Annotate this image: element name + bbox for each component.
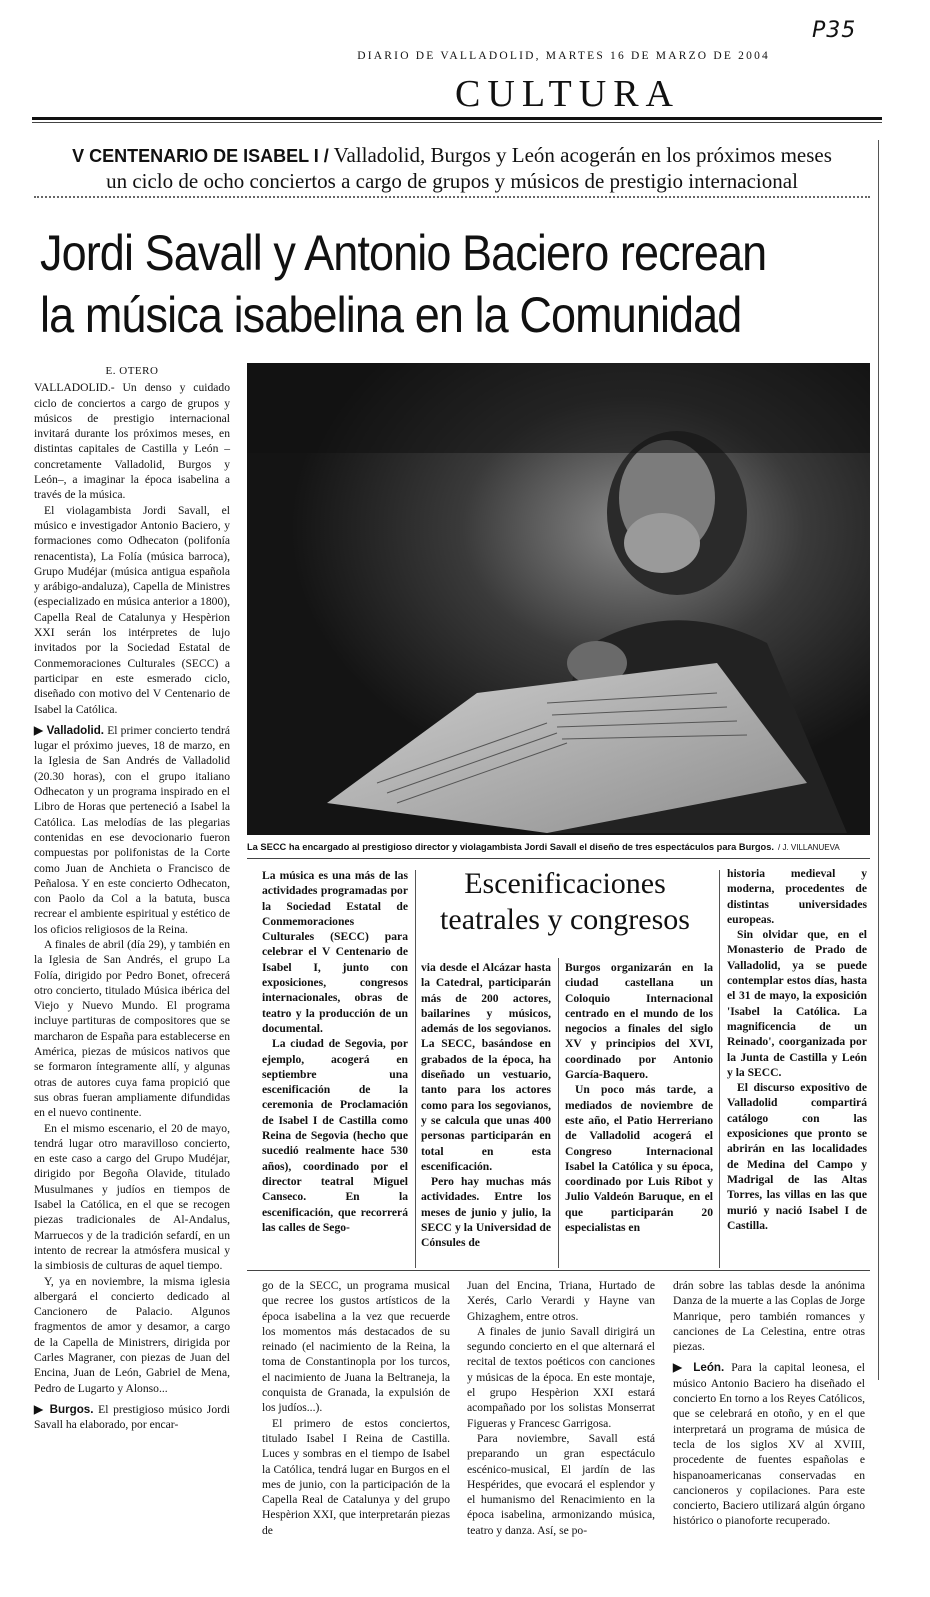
photo-savall-reading-score <box>247 363 870 835</box>
paragraph: A finales de junio Savall dirigirá un segundo concierto en el que alternará el recital de textos poéticos con canciones y músicas de la época. En este montaje, el grupo Hespèrion XXI estará acompañado por los solistas Monserrat Figueras y Francesc Garrigosa. <box>467 1324 655 1430</box>
kicker-line-1: Valladolid, Burgos y León acogerán en los próximos meses <box>333 143 832 167</box>
sidebar-subhead-line-1: Escenificaciones <box>464 867 666 900</box>
sidebar-bottom-rule <box>247 1270 870 1271</box>
paragraph: En el mismo escenario, el 20 de mayo, tendrá lugar otro maravilloso concierto, en este caso a cargo del Grupo Mudéjar, dirigido por Begoña Olavide, titulado Musulmanes y judíos en tiempos de Isabel la Católica, en el que se recogen piezas tradicionales de Al-Andalus, Marruecos y de la tradición sefardí, en un intento de recrear la atmósfera musical y la simbiosis de culturas de aquel tiempo. <box>34 1121 230 1273</box>
paragraph: Un poco más tarde, a mediados de noviembre de este año, el Patio Herreriano de Valladolid acogerá el Congreso Internacional Isabel la Católica y su época, coordinado por Luis Ribot y Julio Valdeón Baruque, en el que participarán 20 especialistas en <box>565 1083 713 1235</box>
paragraph: Juan del Encina, Triana, Hurtado de Xerés, Carlo Verardi y Hayne van Ghizaghem, entre otros. <box>467 1279 655 1323</box>
paragraph: La música es una más de las actividades programadas por la Sociedad Estatal de Conmemoraciones Culturales (SECC) para celebrar el V Centenario de Isabel I, junto con exposiciones, congresos internacionales, obras de teatro y la producción de un documental. <box>262 869 408 1035</box>
paragraph: El discurso expositivo de Valladolid compartirá catálogo con las exposiciones que pronto se abrirán en las localidades de Medina del Campo y Madrigal de las Altas Torres, las villas en las que murió y nació Isabel I de Castilla. <box>727 1081 867 1232</box>
sidebar-column-1 <box>262 868 408 1235</box>
section-rule <box>32 117 882 120</box>
sidebar-rule <box>558 958 559 1268</box>
paragraph: A finales de abril (día 29), y también en la Iglesia de San Andrés, el grupo La Folía, dirigido por Pedro Bonet, ofrecerá otro concierto, titulado Música ibérica del Viejo y Nuevo Mundo. El programa incluye partituras de compositores que se marcharon de España para establecerse en América, piezas de músicos nativos que se formaron íntegramente allí, y algunas otras de autores cuya fama propició que sus obras fueran ampliamente difundidas en el nuevo continente. <box>34 937 230 1120</box>
handwritten-page-mark: P35 <box>812 18 857 43</box>
photo-caption <box>247 842 840 852</box>
sidebar-column-4 <box>727 866 867 1233</box>
paragraph: drán sobre las tablas desde la anónima Danza de la muerte a las Coplas de Jorge Manrique, pero también romances y canciones de La Celestina, entre otras piezas. <box>673 1279 865 1354</box>
headline <box>40 222 766 346</box>
sidebar-rule <box>415 870 416 1268</box>
section-title: CULTURA <box>455 73 680 115</box>
city-marker-valladolid: ▶ Valladolid. <box>34 723 105 737</box>
paragraph: Para noviembre, Savall está preparando un gran espectáculo escénico-musical, El jardín de las Hespérides, que evocará el esplendor y el humanismo del Renacimiento en la época isabelina, armonizando música, teatro y danza. Así, se po- <box>467 1431 655 1537</box>
paragraph: Burgos organizarán en la ciudad castellana un Coloquio Internacional centrado en el mundo de los negocios a finales del siglo XV y principios del XVI, coordinado por Antonio García-Baquero. <box>565 961 713 1082</box>
sidebar-column-2 <box>421 960 551 1251</box>
headline-line-1: Jordi Savall y Antonio Baciero recrean <box>40 225 767 281</box>
kicker-line-2: un ciclo de ocho conciertos a cargo de grupos y músicos de prestigio internacional <box>106 169 798 193</box>
paragraph: El primer concierto tendrá lugar el próximo jueves, 18 de marzo, en la Iglesia de San Andrés de Valladolid (20.30 horas), con el grupo italiano Odhecaton y un programa inspirado en el Libro de Horas que perteneció a Isabel la Católica. Las melodías de las plegarias contenidas en ese devocionario fueron compuestas por polifonistas de la Corte como Juan de Anchieta o Francisco de Peñalosa. Y en este concierto Odhecaton, con Paolo da Col a la batuta, busca recrear el ambiente espiritual y estético de los oficios religiosos de la Reina. <box>34 723 230 936</box>
article-column-4 <box>673 1278 865 1529</box>
sidebar-subhead <box>415 866 715 938</box>
kicker-divider <box>34 196 870 198</box>
paragraph: La ciudad de Segovia, por ejemplo, acogerá en septiembre una escenificación de la ceremonia de Proclamación de Isabel I de Castilla como Reina de Segovia (hecho que sucedió realmente hace 530 años), coordinado por el director teatral Miguel Canseco. En la escenificación, que recorrerá las calles de Sego- <box>262 1037 408 1234</box>
article-column-3 <box>467 1278 655 1538</box>
kicker-tag: V CENTENARIO DE ISABEL I / <box>72 146 329 166</box>
kicker <box>34 143 870 194</box>
paragraph: historia medieval y moderna, procedentes de distintas universidades europeas. <box>727 867 867 926</box>
article-photo <box>247 363 870 835</box>
paragraph: via desde el Alcázar hasta la Catedral, participarán más de 200 actores, bailarines y músicos, además de los segovianos. La SECC, basándose en grabados de la época, ha diseñado un vestuario, tanto para los actores como para los segovianos, y se calcula que unas 400 personas participarán en total en esta escenificación. <box>421 961 551 1173</box>
paragraph: Para la capital leonesa, el músico Antonio Baciero ha diseñado el concierto En torno a los Reyes Católicos, que se celebrará en otoño, y en el que interpretará un programa de música de tecla de los siglos XV al XVIII, procedente de fuentes españolas e hispanoamericanas conservadas en cancioneros y copilaciones. Para este concierto, Baciero utilizará algún órgano histórico o pianoforte recuperado. <box>673 1361 865 1528</box>
sidebar-rule <box>719 870 720 1268</box>
sidebar-column-3 <box>565 960 713 1235</box>
paragraph: Y, ya en noviembre, la misma iglesia albergará el concierto dedicado al Cancionero de Palacio. Algunos fragmentos de amor y desamor, a cargo de la Capella de Ministrers, dirigida por Carles Magraner, con piezas de Juan del Encina, Juan de León, Gabriel de Mena, Pedro de Lugarto y Alonso... <box>34 1274 230 1395</box>
section-rule-thin <box>32 122 882 123</box>
photo-caption-text: La SECC ha encargado al prestigioso director y violagambista Jordi Savall el diseño de tres espectáculos para Burgos. <box>247 842 774 852</box>
photo-credit: / J. VILLANUEVA <box>778 843 840 852</box>
paragraph: El prestigioso músico Jordi Savall ha elaborado, por encar- <box>34 1402 230 1432</box>
city-marker-leon: ▶ León. <box>673 1361 725 1375</box>
caption-rule <box>247 858 870 859</box>
article-column-1 <box>34 364 230 1432</box>
paragraph: El violagambista Jordi Savall, el músico e investigador Antonio Baciero, y formaciones como Odhecaton (polifonía renacentista), La Folía (música barroca), Grupo Mudéjar (música antigua española y arábigo-andaluza), Capella de Ministres (especializado en música anterior a 1800), Capella Real de Catalunya y Hespèrion XXI serán los intérpretes de lujo invitados por la Sociedad Estatal de Conmemoraciones Culturales (SECC) a participar en este esmerado ciclo, diseñado con motivo del V Centenario de Isabel la Católica. <box>34 503 230 716</box>
paragraph: go de la SECC, un programa musical que recree los gustos artísticos de la época isabelina a la vez que recuerde los momentos más destacados de su reinado (el nacimiento de la Reina, la toma de Constantinopla por los turcos, el nacimiento de Juana la Beltraneja, la conquista de Granada, la expulsión de los judíos...). <box>262 1279 450 1415</box>
paragraph: Sin olvidar que, en el Monasterio de Prado de Valladolid, ya se puede contemplar estos días, hasta el 31 de mayo, la exposición 'Isabel la Católica. La magnificencia de un Reinado', coorganizada por la Junta de Castilla y León y la SECC. <box>727 928 867 1079</box>
paragraph: Pero hay muchas más actividades. Entre los meses de junio y julio, la SECC y la Universidad de Cónsules de <box>421 1175 551 1250</box>
city-marker-burgos: ▶ Burgos. <box>34 1402 94 1416</box>
paragraph: El primero de estos conciertos, titulado Isabel I Reina de Castilla. Luces y sombras en el tiempo de Isabel la Católica, tendrá lugar en Burgos en el mes de junio, con la participación de la Capella Real de Catalunya y del grupo Hespèrion XXI, que interpretarán piezas de <box>262 1416 450 1537</box>
sidebar-subhead-line-2: teatrales y congresos <box>440 903 690 936</box>
paragraph: VALLADOLID.- Un denso y cuidado ciclo de conciertos a cargo de grupos y músicos de prestigio internacional invitará durante los próximos meses, en distintas capitales de Castilla y León –concretamente Valladolid, Burgos y León–, a imaginar la época isabelina a través de la música. <box>34 381 230 502</box>
headline-line-2: la música isabelina en la Comunidad <box>40 287 742 343</box>
byline: E. OTERO <box>105 365 159 377</box>
page-edge-rule <box>878 140 879 1380</box>
article-column-2 <box>262 1278 450 1538</box>
masthead-dateline: DIARIO DE VALLADOLID, MARTES 16 DE MARZO DE 2004 <box>357 50 770 62</box>
